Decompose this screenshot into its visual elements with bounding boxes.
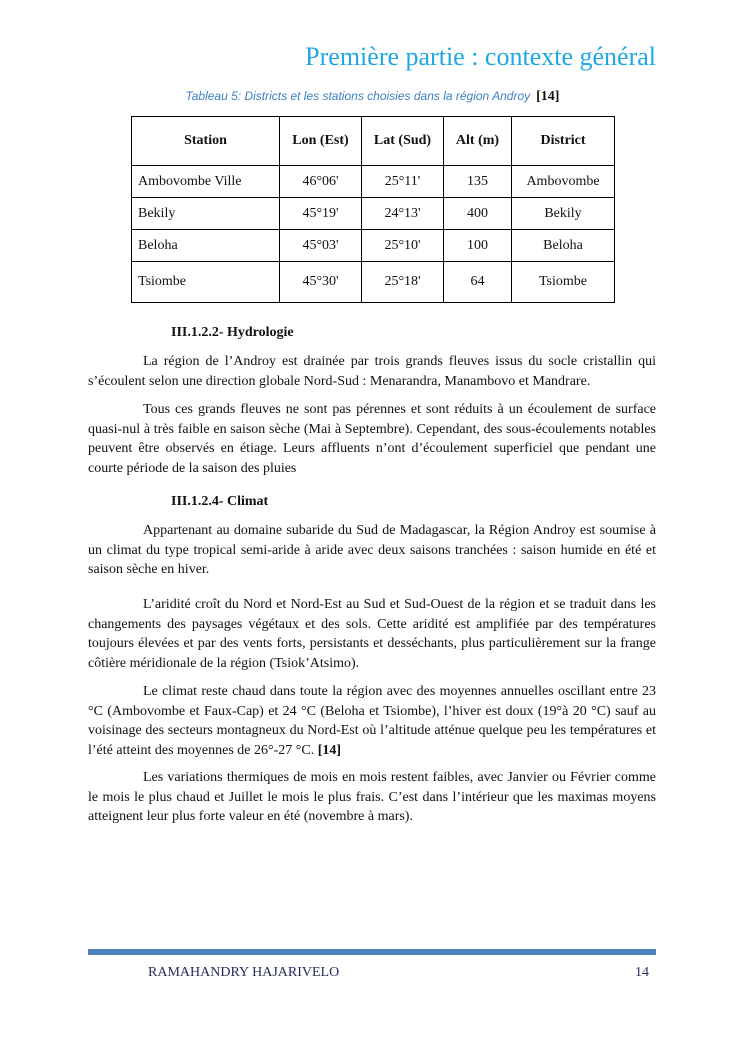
- cell: Bekily: [512, 198, 615, 230]
- cell: 25°18': [362, 262, 444, 303]
- cell: Beloha: [512, 230, 615, 262]
- stations-table: [131, 116, 615, 303]
- footer-author: RAMAHANDRY HAJARIVELO: [148, 965, 340, 980]
- paragraph-text: L’aridité croît du Nord et Nord-Est au Sud et Sud-Ouest de la région et se traduit dans les changements des paysages végétaux et des sols. Cette aridité est amplifiée par des températures toujours élevées et par des vents forts, persistants et desséchants, plus particulièrement sur la frange côtière méridionale de la région (Tsiok’Atsimo).: [88, 597, 656, 672]
- cell: 45°19': [280, 198, 362, 230]
- paragraph: [88, 595, 656, 674]
- cell: 45°03': [280, 230, 362, 262]
- table-row: [132, 198, 615, 230]
- col-lon: Lon (Est): [280, 117, 362, 166]
- table-header-row: [132, 117, 615, 166]
- paragraph: [88, 768, 656, 827]
- paragraph-text: Appartenant au domaine subaride du Sud de Madagascar, la Région Androy est soumise à un climat du type tropical semi-aride à aride avec deux saisons tranchées : saison humide en été et saison sèche en hiver.: [88, 523, 656, 578]
- paragraph-text: La région de l’Androy est drainée par trois grands fleuves issus du socle cristallin qui s’écoulent selon une direction globale Nord-Sud : Menarandra, Manambovo et Mandrare.: [88, 354, 656, 389]
- table-row: [132, 262, 615, 303]
- paragraph: [88, 400, 656, 479]
- section-heading-climat: III.1.2.4- Climat: [171, 494, 269, 509]
- paragraph-text: Le climat reste chaud dans toute la région avec des moyennes annuelles oscillant entre 23 °C (Ambovombe et Faux-Cap) et 24 °C (Beloha et Tsiombe), l’hiver est doux (19°à 20 °C) sauf au voisinage des secteurs montagneux du Nord-Est où l’altitude atténue quelque peu les températures et l’été atteint des moyennes de 26°-27 °C.: [88, 684, 656, 759]
- paragraph-text: Les variations thermiques de mois en mois restent faibles, avec Janvier ou Février comme le mois le plus chaud et Juillet le mois le plus frais. C’est dans l’intérieur que les maximas moyens atteignent leur plus forte valeur en été (novembre à mars).: [88, 770, 656, 825]
- cell: 45°30': [280, 262, 362, 303]
- cell: 64: [444, 262, 512, 303]
- paragraph: [88, 682, 656, 761]
- paragraph: [88, 352, 656, 391]
- cell: 24°13': [362, 198, 444, 230]
- col-station: Station: [132, 117, 280, 166]
- cell: 135: [444, 166, 512, 198]
- citation-ref: [14]: [317, 743, 342, 759]
- cell: Bekily: [132, 198, 280, 230]
- table-caption-text: Tableau 5: Districts et les stations choisies dans la région Androy: [185, 89, 531, 103]
- table-row: [132, 230, 615, 262]
- cell: Beloha: [132, 230, 280, 262]
- col-alt: Alt (m): [444, 117, 512, 166]
- cell: 25°10': [362, 230, 444, 262]
- page-number: 14: [635, 965, 649, 980]
- table-row: [132, 166, 615, 198]
- cell: 100: [444, 230, 512, 262]
- paragraph-text: [88, 682, 656, 761]
- section-heading-hydrologie: III.1.2.2- Hydrologie: [171, 325, 294, 340]
- col-district: District: [512, 117, 615, 166]
- paragraph-text: Tous ces grands fleuves ne sont pas pérennes et sont réduits à un écoulement de surface quasi-nul à très faible en saison sèche (Mai à Septembre). Cependant, des sous-écoulements notables peuvent être observés en étiage. Leurs affluents n’ont d’écoulement superficiel que pendant une courte période de la saison des pluies: [88, 402, 656, 477]
- cell: 400: [444, 198, 512, 230]
- cell: 25°11': [362, 166, 444, 198]
- cell: Tsiombe: [132, 262, 280, 303]
- cell: Ambovombe Ville: [132, 166, 280, 198]
- page-header-title: Première partie : contexte général: [305, 42, 656, 71]
- cell: Ambovombe: [512, 166, 615, 198]
- paragraph: [88, 521, 656, 580]
- table-caption: [0, 89, 745, 105]
- col-lat: Lat (Sud): [362, 117, 444, 166]
- footer-divider: [88, 949, 656, 955]
- table-caption-ref: [14]: [536, 89, 560, 104]
- cell: Tsiombe: [512, 262, 615, 303]
- cell: 46°06': [280, 166, 362, 198]
